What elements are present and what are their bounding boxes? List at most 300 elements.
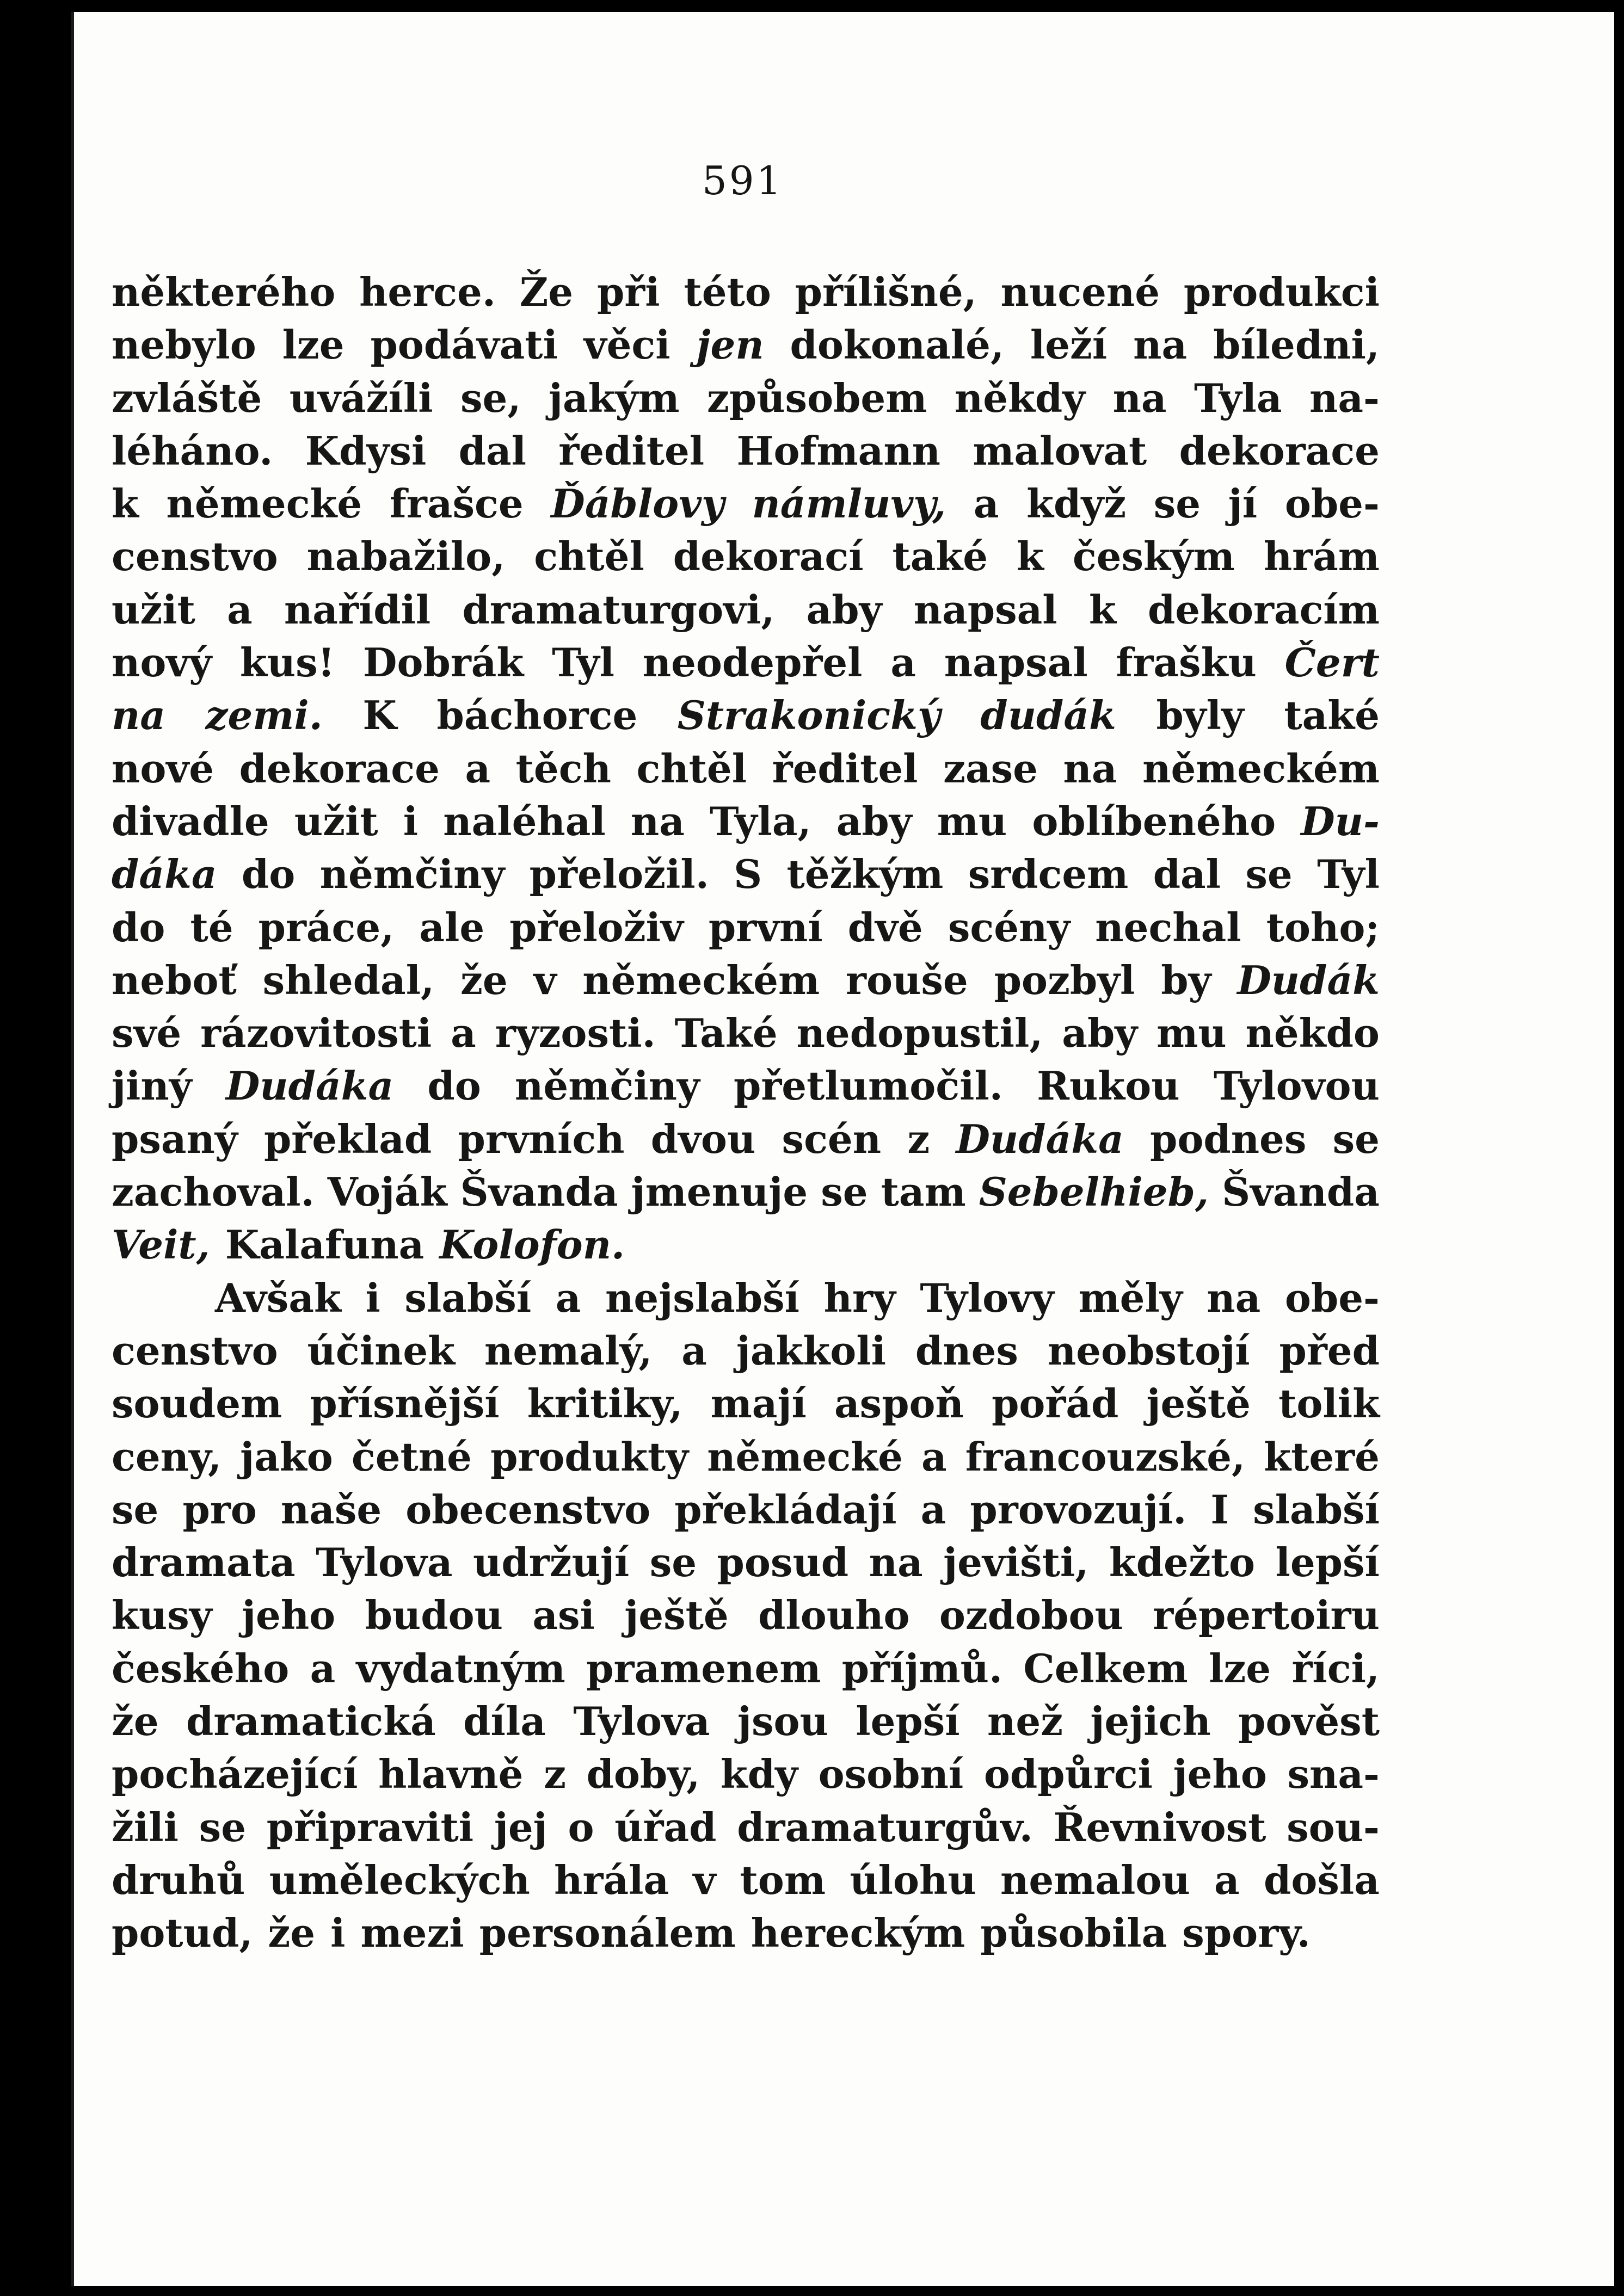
italic-word: Strakonický [677,692,940,739]
word: nucené [1000,269,1160,315]
word: nabažilo, [306,533,506,580]
word: K [362,692,397,739]
word: hrála [554,1856,669,1903]
word: dvou [650,1115,756,1162]
word: německé [707,1433,903,1480]
word: ještě [1146,1380,1251,1427]
word: obe- [1284,480,1380,527]
word: německém [1142,745,1380,792]
word: a [310,1645,336,1692]
word: herce. [359,269,496,315]
word: Kalafuna [225,1221,425,1268]
page-number: 591 [702,158,784,203]
word: I [1210,1486,1229,1533]
word: ředitel [772,745,918,792]
word: se [649,1539,697,1586]
word: mu [1157,1010,1227,1057]
word: sna- [1287,1751,1380,1798]
word: těch [515,745,611,792]
word: Tylova [573,1698,710,1745]
text-line [112,901,1380,954]
word: Tyl [552,639,614,686]
word: v [693,1856,716,1903]
word: personálem [479,1910,736,1956]
word: práce, [258,904,395,951]
word: hrám [1263,533,1380,580]
word: Tyl [1317,851,1380,898]
text-line [112,1536,1380,1589]
word: aby [836,798,912,844]
word: chtěl [534,533,644,580]
word: také [892,533,988,580]
text-line [112,1218,1380,1271]
word: pořád [992,1380,1119,1427]
word: Kdysi [305,427,427,474]
text-line [112,689,1380,742]
word: dramaturgovi, [462,586,775,633]
word: aby [1062,1010,1138,1057]
word: němčiny [319,851,505,898]
word: Řevnivost [1053,1804,1266,1850]
word: toho; [1266,904,1380,951]
text-line [112,1113,1380,1165]
word: překlad [263,1115,432,1162]
word: a [681,1327,707,1374]
italic-word: námluvy, [752,480,946,527]
word: obe- [1284,1274,1380,1321]
word: také [1284,692,1380,739]
word: jiný [112,1063,192,1109]
word: Rukou [1037,1063,1180,1109]
word: některého [112,269,336,315]
word: dramata [112,1539,296,1586]
word: ředitel [558,427,705,474]
word: někdo [1245,1010,1380,1057]
word: naléhal [443,798,606,844]
word: nemalou [1000,1856,1190,1903]
word: tam [881,1169,966,1215]
word: se [1153,480,1201,527]
text-line [112,1007,1380,1059]
word: i [330,1910,346,1956]
word: dlouho [758,1592,910,1639]
word: dvě [847,904,923,951]
word: zvláště [112,374,262,421]
word: neobstojí [1047,1327,1250,1374]
word: byly [1156,692,1244,739]
word: malovat [973,427,1147,474]
text-line [112,1272,1380,1324]
word: a [920,1486,946,1533]
word: uměleckých [269,1856,530,1903]
word: nařídil [284,586,431,633]
word: dekoracím [1147,586,1380,633]
word: četné [351,1433,472,1480]
word: neboť [112,956,237,1003]
text-line [112,1695,1380,1748]
word: Celkem [1023,1645,1188,1692]
word: kdežto [1109,1539,1256,1586]
word: se [112,1486,159,1533]
text-line [112,1748,1380,1800]
word: ještě [624,1592,729,1639]
word: bíledni, [1213,322,1380,368]
word: mezi [360,1910,464,1956]
word: ale [419,904,485,951]
word: na [1207,1274,1261,1321]
word: k [1017,533,1044,580]
word: na [1112,374,1167,421]
text-line [112,795,1380,848]
word: nový [112,639,212,686]
word: dnes [915,1327,1018,1374]
word: němčiny [515,1063,700,1109]
word: psaný [112,1115,238,1162]
word: způsobem [706,374,927,421]
word: pověst [1238,1698,1380,1745]
word: a [890,639,916,686]
word: pozbyl [994,956,1135,1003]
word: frašce [389,480,524,527]
word: rouše [846,956,968,1003]
word: zachoval. [112,1169,315,1215]
text-line [112,636,1380,689]
word: pro [182,1486,257,1533]
word: před [1279,1327,1380,1374]
word: přísnější [310,1380,500,1427]
word: z [544,1751,566,1798]
text-line [112,954,1380,1007]
word: répertoiru [1153,1592,1380,1639]
word: i [365,1274,380,1321]
word: napsal [944,639,1088,686]
word: úlohu [850,1856,976,1903]
word: a [973,480,999,527]
word: provozují. [970,1486,1187,1533]
word: aby [806,586,882,633]
word: produkty [490,1433,689,1480]
word: došla [1264,1856,1380,1903]
word: by [1161,956,1211,1003]
text-line [112,583,1380,636]
text-line [112,848,1380,900]
word: že [460,956,508,1003]
word: aspoň [834,1380,964,1427]
word: a [1214,1856,1240,1903]
word: lepší [1275,1539,1380,1586]
word: obecenstvo [405,1486,651,1533]
text-line [112,742,1380,795]
body-text [112,266,1380,1960]
word: té [190,904,233,951]
word: S [734,851,762,898]
word: divadle [112,798,269,844]
word: dramaturgův. [737,1804,1033,1850]
word: se, [460,374,521,421]
word: mu [937,798,1007,844]
word: nemalý, [484,1327,653,1374]
word: potud, [112,1910,253,1956]
word: nové [112,745,214,792]
word: Hofmann [736,427,941,474]
word: českým [1072,533,1235,580]
word: do [112,904,165,951]
text-line [112,477,1380,530]
word: dramatická [186,1698,436,1745]
word: že [112,1698,159,1745]
word: hereckým [751,1910,965,1956]
word: těžkým [786,851,944,898]
word: se [1245,851,1293,898]
word: a [451,1010,476,1057]
word: překládají [674,1486,897,1533]
word: soudem [112,1380,282,1427]
word: Dobrák [363,639,524,686]
italic-word: Du- [1301,798,1380,844]
word: jmenuje [631,1169,808,1215]
word: se [1332,1115,1380,1162]
text-line [112,424,1380,477]
text-line [112,1377,1380,1430]
word: díla [463,1698,546,1745]
word: udržují [473,1539,630,1586]
word: zase [943,745,1038,792]
word: uvážíli [289,374,433,421]
word: dokonalé, [790,322,1005,368]
italic-word: Kolofon. [439,1221,625,1268]
word: Avšak [215,1274,341,1321]
text-line [112,1430,1380,1483]
word: censtvo [112,1327,278,1374]
italic-word: Sebelhieb, [979,1169,1209,1215]
italic-word: na [112,692,165,739]
text-line [112,1801,1380,1854]
word: přílišné, [795,269,977,315]
word: nedopustil, [796,1010,1043,1057]
word: a [227,586,253,633]
text-line [112,1483,1380,1536]
word: věci [583,322,670,368]
word: působila [980,1910,1167,1956]
word: německém [582,956,820,1003]
word: užit [112,586,195,633]
italic-word: Ďáblovy [551,480,724,527]
word: i [403,798,419,844]
word: shledal, [262,956,435,1003]
word: českého [112,1645,290,1692]
word: na [630,798,685,844]
word: budou [365,1592,503,1639]
italic-word: dudák [980,692,1116,739]
word: a [465,745,491,792]
word: prvních [458,1115,625,1162]
word: asi [532,1592,595,1639]
word: a [555,1274,581,1321]
word: kusy [112,1592,212,1639]
word: do [241,851,296,898]
word: Také [674,1010,778,1057]
word: když [1026,480,1127,527]
word: osobní [818,1751,964,1798]
word: Tylovy [920,1274,1054,1321]
word: ceny, [112,1433,222,1480]
word: se [199,1804,247,1850]
word: této [684,269,771,315]
word: na [1133,322,1188,368]
word: někdy [954,374,1086,421]
word: jakým [548,374,680,421]
text-line [112,318,1380,371]
word: tom [740,1856,826,1903]
word: tolik [1278,1380,1380,1427]
word: připraviti [266,1804,474,1850]
word: Tylovou [1213,1063,1380,1109]
word: léháno. [112,427,273,474]
word: Tyla, [710,798,811,844]
word: jevišti, [943,1539,1089,1586]
word: na- [1309,374,1380,421]
italic-word: Veit, [112,1221,210,1268]
word: lepší [856,1698,960,1745]
word: francouzské, [965,1433,1246,1480]
word: jako [240,1433,333,1480]
word: první [708,904,823,951]
word: frašku [1116,639,1257,686]
word: jej [494,1804,548,1850]
word: lze [282,322,345,368]
word: se [821,1169,868,1215]
word: leží [1030,322,1108,368]
word: o [568,1804,594,1850]
word: Švanda [1222,1169,1380,1215]
word: nechal [1095,904,1241,951]
word: odpůrci [983,1751,1153,1798]
text-line [112,372,1380,424]
word: Tylova [316,1539,453,1586]
word: své [112,1010,182,1057]
word: dekorace [239,745,440,792]
word: napsal [913,586,1057,633]
word: pocházející [112,1751,358,1798]
scan-edge [1614,0,1624,2296]
word: rázovitosti [200,1010,432,1057]
word: posud [717,1539,849,1586]
word: báchorce [436,692,638,739]
text-line [112,1589,1380,1641]
word: podávati [370,322,558,368]
text-line [112,1642,1380,1695]
word: jí [1228,480,1258,527]
word: scén [782,1115,882,1162]
word: úřad [614,1804,717,1850]
word: pramenem [586,1645,821,1692]
word: naše [280,1486,382,1533]
word: na [869,1539,923,1586]
word: mají [710,1380,807,1427]
word: Švanda [460,1169,618,1215]
word: Voják [327,1169,447,1215]
word: do [427,1063,481,1109]
word: censtvo [112,533,278,580]
word: sou- [1287,1804,1380,1850]
word: jakkoli [736,1327,887,1374]
text-line [112,1059,1380,1112]
italic-word: dáka [112,851,217,898]
word: které [1264,1433,1380,1480]
word: německé [166,480,362,527]
word: dal [458,427,526,474]
word: kritiky, [527,1380,683,1427]
word: nejslabší [605,1274,800,1321]
word: vydatným [356,1645,565,1692]
word: příjmů. [841,1645,1003,1692]
word: nebylo [112,322,256,368]
word: hry [823,1274,896,1321]
word: srdcem [968,851,1129,898]
text-line [112,530,1380,583]
word: slabší [1253,1486,1380,1533]
word: k [1088,586,1116,633]
word: přeložil. [529,851,709,898]
word: než [987,1698,1063,1745]
italic-word: Dudáka [225,1063,394,1109]
word: ozdobou [939,1592,1123,1639]
word: scény [948,904,1071,951]
word: jeho [241,1592,336,1639]
word: neodepřel [642,639,863,686]
word: v [533,956,557,1003]
word: dekorací [673,533,864,580]
italic-word: jen [696,322,764,368]
word: přetlumočil. [734,1063,1003,1109]
text-line [112,266,1380,318]
word: při [596,269,660,315]
word: dekorace [1179,427,1380,474]
word: druhů [112,1856,245,1903]
word: užit [294,798,378,844]
word: přeloživ [509,904,684,951]
word: Tyla [1194,374,1282,421]
word: že [268,1910,316,1956]
text-line [112,1854,1380,1906]
word: žili [112,1804,179,1850]
word: Že [519,269,574,315]
word: lze [1209,1645,1271,1692]
word: jejich [1090,1698,1211,1745]
word: spory. [1182,1910,1311,1956]
word: jsou [737,1698,828,1745]
text-line [112,1906,1380,1959]
text-line [112,1165,1380,1218]
word: z [907,1115,930,1162]
word: kus! [239,639,335,686]
word: oblíbeného [1032,798,1276,844]
text-line [112,1324,1380,1377]
word: říci, [1291,1645,1380,1692]
word: podnes [1150,1115,1307,1162]
word: kdy [720,1751,798,1798]
word: jeho [1173,1751,1267,1798]
italic-word: zemi. [205,692,323,739]
word: a [921,1433,947,1480]
word: slabší [404,1274,532,1321]
word: měly [1078,1274,1183,1321]
word: doby, [586,1751,700,1798]
word: hlavně [378,1751,524,1798]
word: dal [1153,851,1221,898]
word: k [112,480,139,527]
italic-word: Čert [1284,639,1380,686]
